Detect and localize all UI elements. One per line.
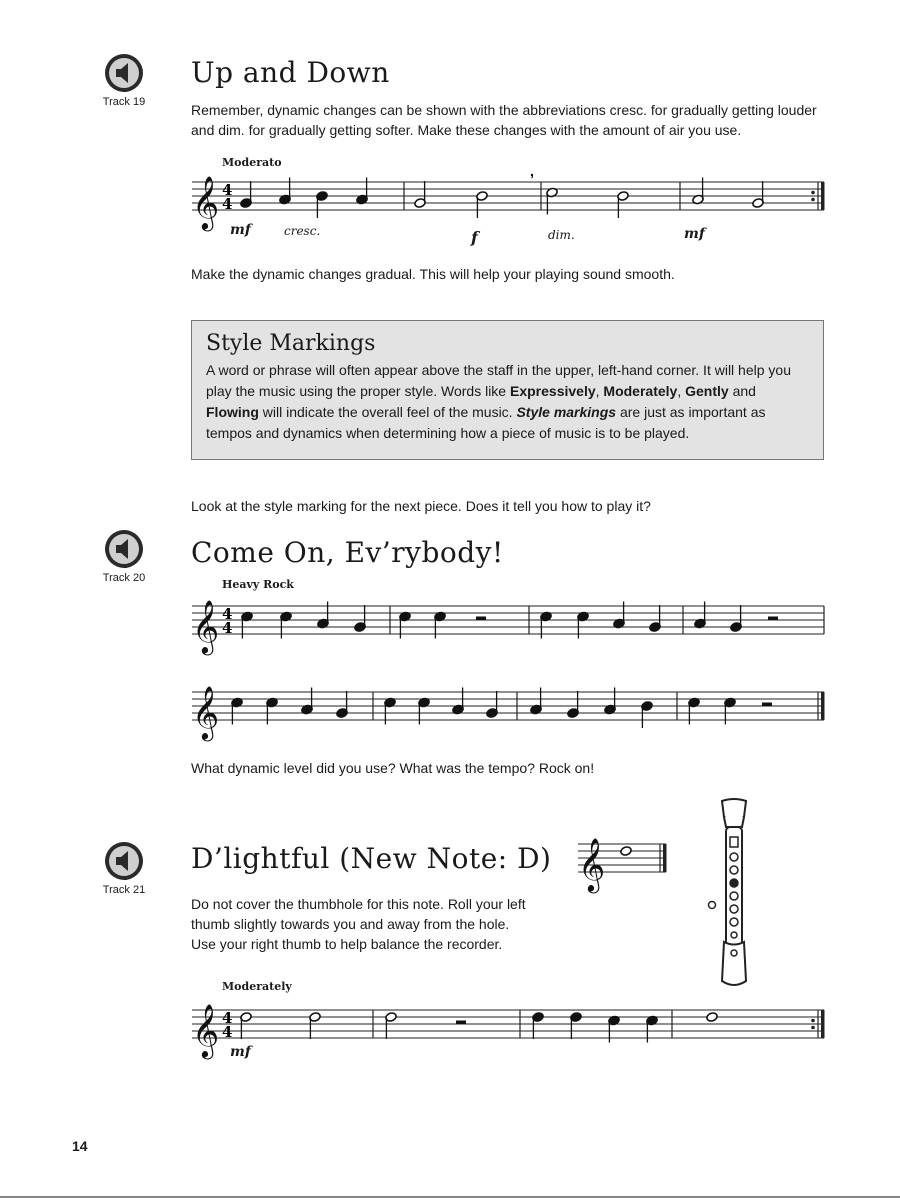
music-staff [190, 590, 830, 660]
time-signature-top: 4 [222, 1009, 233, 1027]
term: Style markings [516, 404, 617, 420]
final-bar [821, 1010, 825, 1038]
text: and [728, 383, 756, 399]
text: , [595, 383, 604, 399]
text: , [677, 383, 686, 399]
box-title: Style Markings [206, 331, 376, 356]
dynamic-cresc: cresc. [284, 224, 321, 238]
term: Moderately [603, 383, 678, 399]
section-title-dlightful: D’lightful (New Note: D) [191, 842, 552, 875]
come-on-outro: What dynamic level did you use? What was the tempo? Rock on! [191, 760, 595, 776]
repeat-dot [811, 1019, 815, 1023]
music-staff [190, 994, 830, 1064]
text: are just as important as tempos and dynamics when determining how a piece of music is to be played. [206, 404, 766, 441]
dynamic-mf: mf [230, 222, 251, 238]
recorder-fingering-icon [704, 797, 764, 987]
tempo-marking: Moderato [222, 156, 282, 169]
music-staff [190, 163, 830, 258]
dlightful-intro-line-2: thumb slightly towards you and away from the hole. [191, 916, 510, 932]
half-rest [476, 617, 486, 621]
section-title-come-on: Come On, Ev’rybody! [191, 536, 504, 569]
repeat-dot [811, 198, 815, 202]
term: Expressively [510, 383, 596, 399]
final-bar [663, 844, 667, 872]
repeat-dot [811, 1026, 815, 1030]
treble-clef-icon: 𝄞 [192, 599, 220, 653]
track-19-badge[interactable] [84, 52, 164, 108]
repeat-dot [811, 191, 815, 195]
speaker-icon[interactable] [103, 840, 145, 882]
tempo-marking: Moderately [222, 980, 292, 993]
term: Gently [685, 383, 729, 399]
text: A word or phrase will often appear above the staff in the upper, left-hand corner. It will help you play the music using the proper style. Words like [206, 362, 791, 399]
track-label: Track 20 [102, 572, 146, 584]
page-bottom-rule [0, 1196, 900, 1198]
track-label: Track 21 [102, 884, 146, 896]
treble-clef-icon: 𝄞 [192, 175, 220, 229]
time-signature-bottom: 4 [222, 1023, 233, 1041]
treble-clef-icon: 𝄞 [578, 837, 606, 891]
note-head [706, 1012, 718, 1023]
half-rest [762, 703, 772, 707]
music-staff [190, 676, 830, 746]
treble-clef-icon: 𝄞 [192, 1003, 220, 1057]
term: Flowing [206, 404, 259, 420]
dlightful-intro-line-1: Do not cover the thumbhole for this note. Roll your left [191, 896, 526, 912]
time-signature-top: 4 [222, 605, 233, 623]
new-note-staff [576, 830, 676, 890]
track-20-badge[interactable] [84, 528, 164, 584]
dynamic-mf: mf [684, 226, 705, 242]
style-question: Look at the style marking for the next piece. Does it tell you how to play it? [191, 498, 651, 514]
final-bar [821, 182, 825, 210]
up-down-intro: Remember, dynamic changes can be shown with the abbreviations cresc. for gradually getting louder and dim. for gradually getting softer. Make these changes with the amount of air you use. [191, 102, 817, 138]
time-signature-top: 4 [222, 181, 233, 199]
tempo-marking: Heavy Rock [222, 578, 294, 591]
time-signature-bottom: 4 [222, 195, 233, 213]
dynamic-f: f [471, 228, 478, 247]
speaker-icon[interactable] [103, 52, 145, 94]
page-number: 14 [72, 1138, 88, 1154]
treble-clef-icon: 𝄞 [192, 685, 220, 739]
dlightful-intro-line-3: Use your right thumb to help balance the recorder. [191, 936, 503, 952]
style-markings-box [191, 320, 824, 460]
dynamic-dim: dim. [548, 228, 575, 242]
speaker-icon[interactable] [103, 528, 145, 570]
track-label: Track 19 [102, 96, 146, 108]
final-bar [821, 692, 825, 720]
box-text [206, 360, 809, 444]
half-rest [768, 617, 778, 621]
dynamic-mf: mf [230, 1044, 251, 1060]
half-rest [456, 1021, 466, 1025]
section-title-up-and-down: Up and Down [191, 56, 390, 89]
track-21-badge[interactable] [84, 840, 164, 896]
up-down-outro: Make the dynamic changes gradual. This will help your playing sound smooth. [191, 266, 675, 282]
note-head [620, 846, 632, 857]
text: will indicate the overall feel of the music. [258, 404, 517, 420]
breath-mark: , [530, 163, 534, 179]
time-signature-bottom: 4 [222, 619, 233, 637]
